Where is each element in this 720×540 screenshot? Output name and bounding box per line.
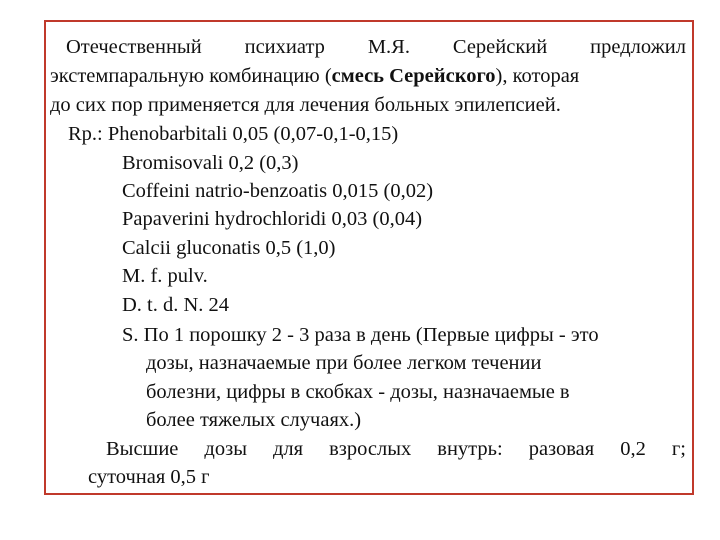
intro-word: Отечественный [66,36,202,58]
intro-text: ), которая [495,65,580,87]
doses-word: Высшие [106,438,179,460]
intro-text: экстемпаральную комбинацию ( [50,65,332,87]
recipe-rp-line: Rp.: Phenobarbitali 0,05 (0,07-0,1-0,15) [68,123,399,145]
recipe-item: Bromisovali 0,2 (0,3) [122,152,299,174]
doses-word: разовая [528,438,595,460]
recipe-signa: S. По 1 порошку 2 - 3 раза в день (Первые цифры - это [122,324,599,346]
recipe-item: Coffeini natrio-benzoatis 0,015 (0,02) [122,180,434,202]
recipe-item: M. f. pulv. [122,265,208,287]
intro-line-1 [66,37,686,58]
doses-word: для [273,438,304,460]
intro-line-3: до сих пор применяется для лечения больных эпилепсией. [50,94,561,116]
recipe-signa-cont: более тяжелых случаях.) [146,409,362,431]
doses-line-1 [106,439,686,460]
recipe-item: D. t. d. N. 24 [122,294,230,316]
doses-word: 0,2 [620,438,646,460]
recipe-signa-cont: болезни, цифры в скобках - дозы, назначаемые в [146,381,570,403]
intro-line-2 [50,66,579,87]
intro-word: Серейский [452,36,548,58]
doses-word: внутрь: [437,438,503,460]
recipe-signa-cont: дозы, назначаемые при более легком течении [146,352,542,374]
doses-line-2: суточная 0,5 г [88,466,210,488]
serejsky-mixture-term: смесь Серейского [331,65,496,87]
recipe-item: Calcii gluconatis 0,5 (1,0) [122,237,336,259]
doses-word: взрослых [329,438,412,460]
intro-word: М.Я. [367,36,410,58]
intro-word: психиатр [244,36,325,58]
doses-word: дозы [204,438,247,460]
doses-word: г; [671,438,686,460]
recipe-item: Papaverini hydrochloridi 0,03 (0,04) [122,208,423,230]
intro-word: предложил [590,36,686,58]
